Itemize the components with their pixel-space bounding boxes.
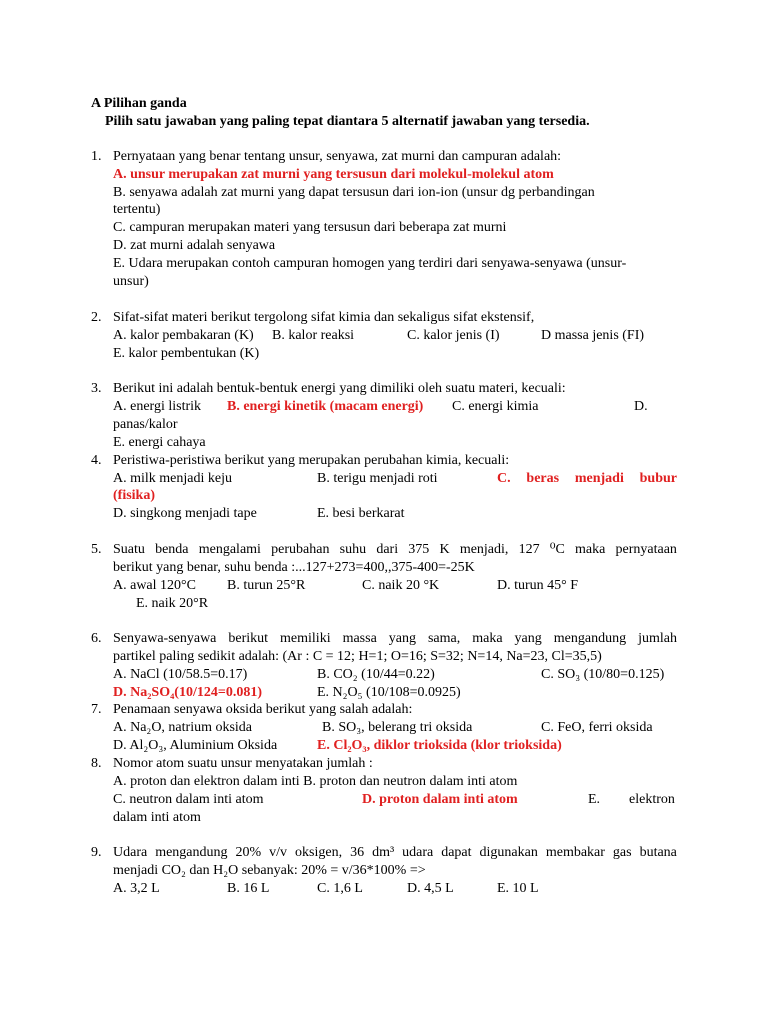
question-number: 4. [91,453,102,468]
answer-option: B. turun 25°R [227,578,306,593]
question-stem-continuation: partikel paling sedikit adalah: (Ar : C = 12; H=1; O=16; S=32; N=14, Na=23, Cl=35,5) [113,649,602,664]
stem-word: dm³ [372,845,395,860]
answer-option: B. terigu menjadi roti [317,471,438,486]
answer-option: A. kalor pembakaran (K) [113,328,254,343]
answer-option: C. SO₃ (10/80=0.125) [541,667,665,682]
answer-option: D. [634,399,648,414]
answer-option: D. turun 45° F [497,578,579,593]
question-stem: Peristiwa-peristiwa berikut yang merupakan perubahan kimia, kecuali: [113,453,510,468]
question-stem: Berikut ini adalah bentuk-bentuk energi yang dimiliki oleh suatu materi, kecuali: [113,381,566,396]
answer-option: E. Udara merupakan contoh campuran homogen yang terdiri dari senyawa-senyawa (unsur- [113,256,627,271]
answer-option: C. 1,6 L [317,881,363,896]
stem-word: dapat [441,845,472,860]
stem-word: sama, [427,631,461,646]
answer-option: C. neutron dalam inti atom [113,792,264,807]
stem-word: v/v [269,845,288,860]
stem-word: 20% [235,845,262,860]
answer-option-correct: B. energi kinetik (macam energi) [227,399,424,414]
answer-word: C. [497,471,511,486]
question-stem-continuation: berikut yang benar, suhu benda :...127+273=400,,375-400=-25K [113,560,475,575]
stem-word: mengalami [198,542,261,557]
stem-word: memiliki [280,631,331,646]
stem-word: membakar [545,845,605,860]
answer-option-correct: E. Cl₂O₃, diklor trioksida (klor trioksida) [317,738,562,753]
answer-option-continuation: (fisika) [113,488,155,503]
stem-word: yang [514,631,542,646]
stem-word: perubahan [271,542,330,557]
answer-option: A. NaCl (10/58.5=0.17) [113,667,248,682]
stem-word: butana [639,845,677,860]
answer-option-continuation: tertentu) [113,202,161,217]
stem-word: Senyawa-senyawa [113,631,217,646]
answer-option: A. awal 120°C [113,578,196,593]
answer-option: C. FeO, ferri oksida [541,720,653,735]
question-number: 1. [91,149,102,164]
question-number: 9. [91,845,102,860]
stem-word: massa [342,631,377,646]
question-stem [113,844,677,862]
answer-word: menjadi [574,471,624,486]
stem-word: oksigen, [295,845,343,860]
stem-word: pernyataan [615,542,677,557]
answer-option-correct: D. Na₂SO₄(10/124=0.081) [113,685,262,700]
question-stem [113,541,677,559]
answer-option: E. 10 L [497,881,539,896]
stem-word: ⁰C [549,542,565,557]
question-number: 2. [91,310,102,325]
answer-option: D massa jenis (FI) [541,328,645,343]
answer-option: A. energi listrik [113,399,202,414]
question-number: 5. [91,542,102,557]
question-stem [113,630,677,648]
stem-word: yang [388,631,416,646]
stem-word: suhu [339,542,367,557]
stem-word: Udara [113,845,148,860]
answer-option-continuation: dalam inti atom [113,810,201,825]
answer-word: beras [526,471,560,486]
answer-option: D. zat murni adalah senyawa [113,238,276,253]
stem-word: 127 [518,542,540,557]
stem-word: udara [402,845,434,860]
stem-word: benda [155,542,189,557]
answer-option: A. proton dan elektron dalam inti B. proton dan neutron dalam inti atom [113,774,518,789]
question-stem: Pernyataan yang benar tentang unsur, senyawa, zat murni dan campuran adalah: [113,149,562,164]
answer-option: D. singkong menjadi tape [113,506,257,521]
answer-option: C. campuran merupakan materi yang tersusun dari beberapa zat murni [113,220,507,235]
answer-option: A. Na₂O, natrium oksida [113,720,253,735]
answer-option: C. naik 20 °K [362,578,440,593]
answer-option-continuation: panas/kalor [113,417,178,432]
answer-option: A. 3,2 L [113,881,160,896]
answer-option: D. 4,5 L [407,881,454,896]
question-stem: Penamaan senyawa oksida berikut yang salah adalah: [113,702,413,717]
answer-option-correct: A. unsur merupakan zat murni yang tersusun dari molekul-molekul atom [113,167,554,182]
stem-word: digunakan [479,845,538,860]
answer-option: C. kalor jenis (I) [407,328,500,343]
stem-word: mengandung [155,845,228,860]
answer-option: E. besi berkarat [317,506,405,521]
section-title: A Pilihan ganda [91,96,187,111]
question-number: 3. [91,381,102,396]
stem-word: gas [612,845,632,860]
answer-option: B. SO₃, belerang tri oksida [322,720,473,735]
stem-word: 36 [350,845,365,860]
stem-word: 375 [408,542,430,557]
answer-option: elektron [629,792,675,807]
stem-word: jumlah [638,631,677,646]
question-number: 7. [91,702,102,717]
answer-option: A. milk menjadi keju [113,471,232,486]
answer-option: B. CO₂ (10/44=0.22) [317,667,435,682]
stem-word: mengandung [553,631,627,646]
answer-option: E. N₂O₅ (10/108=0.0925) [317,685,461,700]
answer-option-continuation: unsur) [113,274,149,289]
answer-option: E. [588,792,601,807]
answer-option: C. energi kimia [452,399,539,414]
question-stem-continuation: menjadi CO₂ dan H₂O sebanyak: 20% = v/36*100% => [113,863,426,878]
stem-word: dari [376,542,399,557]
stem-word: maka [574,542,606,557]
answer-option: B. 16 L [227,881,270,896]
question-stem: Nomor atom suatu unsur menyatakan jumlah : [113,756,373,771]
stem-word: berikut [228,631,269,646]
answer-option: D. Al₂O₃, Aluminium Oksida [113,738,278,753]
answer-option: E. energi cahaya [113,435,206,450]
answer-option: E. kalor pembentukan (K) [113,346,260,361]
answer-option-correct: D. proton dalam inti atom [362,792,518,807]
question-number: 6. [91,631,102,646]
answer-option-correct [497,470,677,488]
stem-word: menjadi, [459,542,509,557]
answer-word: bubur [639,471,677,486]
section-instruction: Pilih satu jawaban yang paling tepat diantara 5 alternatif jawaban yang tersedia. [105,114,590,129]
stem-word: Suatu [113,542,145,557]
answer-option: B. senyawa adalah zat murni yang dapat tersusun dari ion-ion (unsur dg perbandingan [113,185,595,200]
stem-word: K [439,542,450,557]
answer-option: E. naik 20°R [136,596,209,611]
answer-option: B. kalor reaksi [272,328,355,343]
question-number: 8. [91,756,102,771]
stem-word: maka [472,631,503,646]
question-stem: Sifat-sifat materi berikut tergolong sifat kimia dan sekaligus sifat ekstensif, [113,310,535,325]
